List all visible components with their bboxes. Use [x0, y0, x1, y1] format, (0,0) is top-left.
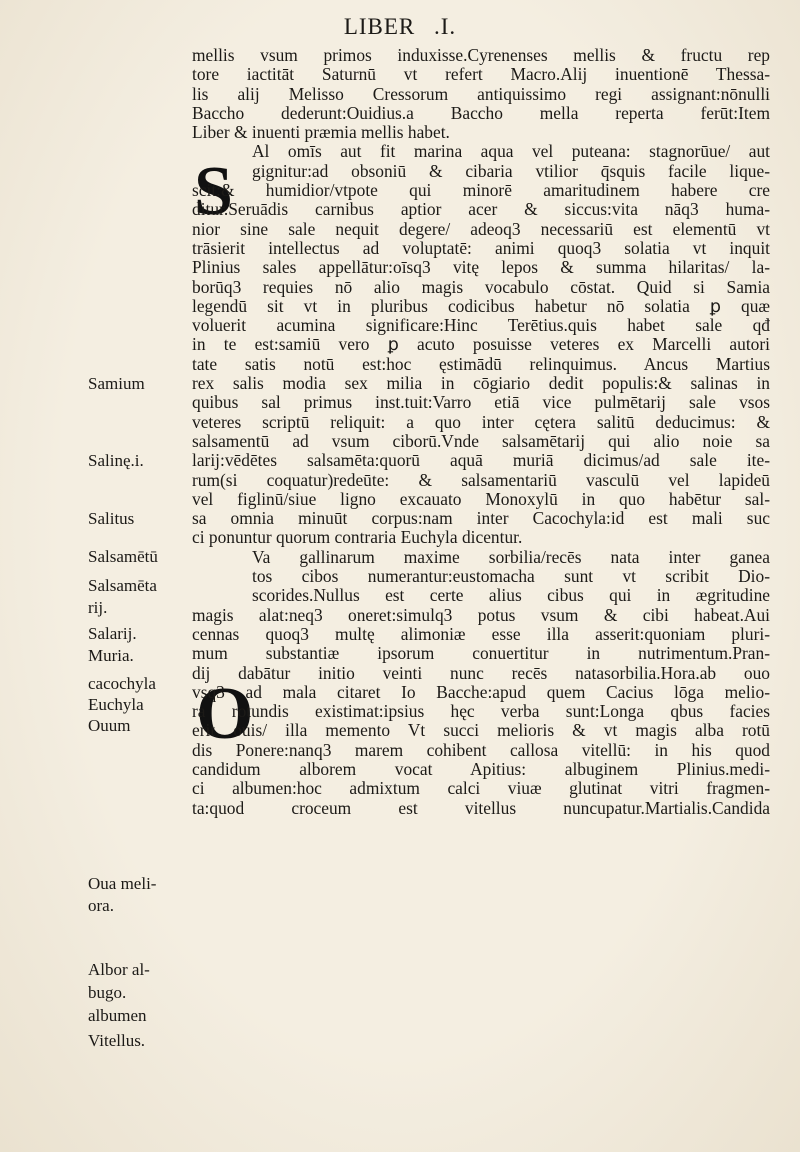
text-line: gignitur:ad obsoniū & cibaria vtilior q̄squis facile lique- — [252, 161, 770, 181]
text-line: dij dabātur initio veinti nunc recēs natasorbilia.Hora.ab ouo — [192, 663, 770, 683]
text-line: mum substantiæ ipsorum conuertitur in nutrimentum.Pran- — [192, 644, 770, 664]
text-line: Baccho dederunt:Ouidius.a Baccho mella reperta ferūt:Item — [192, 103, 770, 123]
margin-note-vitellus: Vitellus. — [88, 1031, 146, 1050]
text-line: Liber & inuenti præmia mellis habet. — [192, 123, 450, 143]
text-line: legendū sit vt in pluribus codicibus habetur nō solatia ꝑ quæ — [192, 296, 770, 316]
text-line: trāsierit intellectus ad voluptatē: animi quoq3 solatia vt inquit — [192, 238, 770, 258]
text-line: candidum alborem vocat Apitius: albuginem Plinius.medi- — [192, 759, 770, 779]
text-line: scit:& humidior/vtpote qui minorē amaritudinem habere cre — [192, 181, 770, 201]
text-line: Plinius sales appellātur:oīsq3 vitę lepos & summa hilaritas/ la- — [192, 258, 770, 278]
text-line: larij:vēdētes salsamēta:quorū aquā muriā dicimus/ad sale ite- — [192, 451, 770, 471]
text-line: erit ouis/ illa memento Vt succi melioris & vt magis alba rotū — [192, 721, 770, 741]
main-text-block — [192, 46, 770, 818]
initial-o: O — [196, 673, 254, 755]
text-line: vel figlinū/siue ligno excauato Monoxylū in quo habētur sal- — [192, 489, 770, 509]
text-line: ci albumen:hoc admixtum calci viuæ glutinat vitri fragmen- — [192, 779, 770, 799]
text-line: tate satis notū est:hoc ęstimādū relinquimus. Ancus Martius — [192, 354, 770, 374]
running-header — [0, 14, 800, 40]
text-line: ci ponuntur quorum contraria Euchyla dicentur. — [192, 528, 523, 548]
text-line: Va gallinarum maxime sorbilia/recēs nata inter ganea — [252, 547, 770, 567]
text-line: voluerit acumina significare:Hinc Terētius.quis habet sale qđ — [192, 316, 770, 336]
text-line: veteres scriptū reliquit: a quo inter cętera salitū deducimus: & — [192, 412, 770, 432]
margin-note-salarij: Salarij. — [88, 624, 137, 643]
margin-note-salitus: Salitus — [88, 509, 135, 528]
text-line: cennas quoq3 multę alimoniæ esse illa asserit:quoniam pluri- — [192, 624, 770, 644]
margin-note-albumen: albumen — [88, 1006, 147, 1025]
text-line: rex salis modia sex milia in cōgiario dedit populis:& salinas in — [192, 374, 770, 394]
margin-note-rij: rij. — [88, 598, 108, 617]
margin-note-muria: Muria. — [88, 646, 134, 665]
text-line: scorides.Nullus est certe alius cibus qui in ægritudine — [252, 586, 770, 606]
text-line: dis Ponere:nanq3 marem cohibent callosa vitellū: in his quod — [192, 740, 770, 760]
margin-note-bugo: bugo. — [88, 983, 127, 1002]
text-line: ra rotundis existimat:ipsius hęc verba sunt:Longa qbus facies — [192, 702, 770, 722]
margin-note-salsametu: Salsamētū — [88, 547, 158, 566]
text-line: ta:quod croceum est vitellus nuncupatur.Martialis.Candida — [192, 798, 770, 818]
text-line: tore iactitāt Saturnū vt refert Macro.Alij inuentionē Thessa- — [192, 65, 770, 85]
margin-note-cacochyla: cacochyla — [88, 674, 156, 693]
header-numeral: .I. — [434, 14, 457, 39]
text-line: ditur.Seruādis carnibus aptior acer & siccus:vita nāq3 huma- — [192, 200, 770, 220]
margin-note-ouum: Ouum — [88, 716, 131, 735]
text-line: mellis vsum primos induxisse.Cyrenenses mellis & fructu rep — [192, 46, 770, 65]
margin-note-euchyla: Euchyla — [88, 695, 144, 714]
text-line: magis alat:neq3 oneret:simulq3 potus vsum & cibi habeat.Aui — [192, 605, 770, 625]
margin-note-salsameta: Salsamēta — [88, 576, 157, 595]
text-line: in te est:samiū vero ꝑ acuto posuisse veteres ex Marcelli autori — [192, 335, 770, 355]
margin-note-ouameli: Oua meli- — [88, 874, 157, 893]
margin-note-alboral: Albor al- — [88, 960, 150, 979]
margin-note-ora: ora. — [88, 896, 114, 915]
initial-s: S — [194, 153, 233, 230]
text-line: tos cibos numerantur:eustomacha sunt vt scribit Dio- — [252, 567, 770, 587]
text-line: Al omīs aut fit marina aqua vel puteana: stagnorūue/ aut — [252, 142, 770, 162]
text-line: quibus sal primus inst.tuit:Varro etiā vice pulmētarij sale vsos — [192, 393, 770, 413]
text-line: nior sine sale nequit degere/ adeoq3 necessariū est elementū vt — [192, 219, 770, 239]
margin-note-samium: Samium — [88, 374, 145, 393]
text-line: borūq3 requies nō alio magis vocabulo cōstat. Quid si Samia — [192, 277, 770, 297]
text-line: rum(si coquatur)redeūte: & salsamentariū vasculū vel lapideū — [192, 470, 770, 490]
margin-note-saline: Salinę.i. — [88, 451, 144, 470]
text-line: sa omnia minuūt corpus:nam inter Cacochyla:id est mali suc — [192, 509, 770, 529]
text-line: salsamentū ad vsum ciborū.Vnde salsamētarij qui alio noie sa — [192, 431, 770, 451]
header-word: LIBER — [343, 14, 416, 39]
text-line: vsq3 ad mala citaret Io Bacche:apud quem Cacius lōga melio- — [192, 682, 770, 702]
text-line: lis alij Melisso Cressorum antiquissimo regi assignant:nōnulli — [192, 84, 770, 104]
